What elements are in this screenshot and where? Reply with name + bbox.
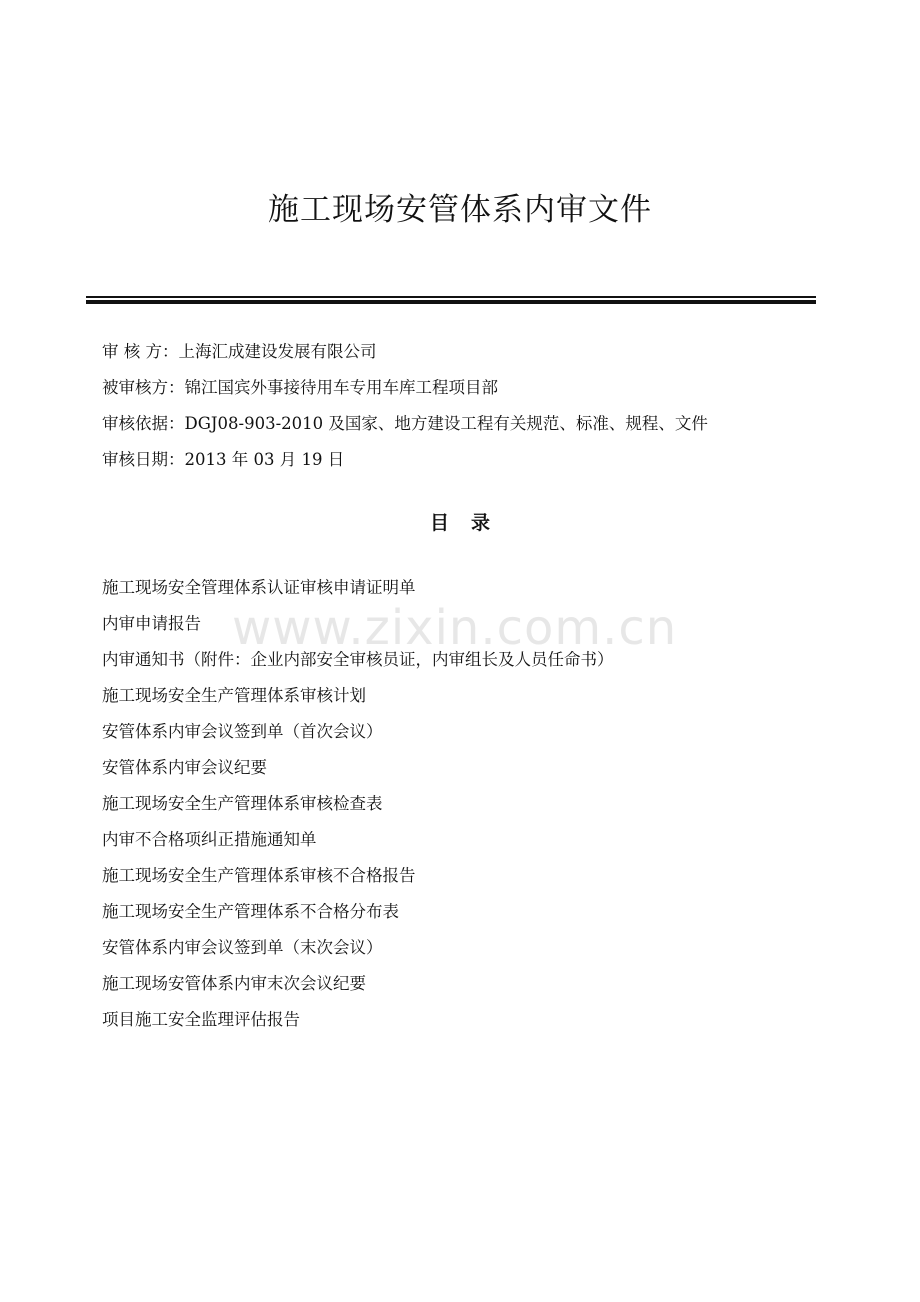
toc-item: 内审通知书（附件：企业内部安全审核员证，内审组长及人员任命书） [102, 650, 614, 669]
meta-value: 2013 年 03 月 19 日 [184, 450, 345, 469]
meta-label: 审 核 方： [102, 342, 179, 361]
toc-item: 施工现场安全生产管理体系审核计划 [102, 686, 366, 705]
document-title: 施工现场安管体系内审文件 [268, 192, 652, 228]
toc-item: 施工现场安全生产管理体系审核不合格报告 [102, 866, 416, 885]
watermark: www.zixin.com.cn [232, 600, 678, 656]
meta-auditee [102, 370, 802, 406]
toc-item: 内审不合格项纠正措施通知单 [102, 830, 317, 849]
title-divider [86, 296, 816, 306]
toc-item: 施工现场安管体系内审末次会议纪要 [102, 974, 366, 993]
divider-thin-line [86, 296, 816, 298]
meta-label: 审核日期： [102, 450, 185, 469]
toc-item: 施工现场安全生产管理体系不合格分布表 [102, 902, 399, 921]
toc-item: 安管体系内审会议纪要 [102, 758, 267, 777]
meta-label: 被审核方： [102, 378, 185, 397]
divider-thick-line [86, 300, 816, 304]
toc-item: 内审申请报告 [102, 614, 201, 633]
meta-basis [102, 406, 802, 442]
meta-label: 审核依据： [102, 414, 185, 433]
meta-value: DGJ08-903-2010 及国家、地方建设工程有关规范、标准、规程、文件 [184, 414, 708, 433]
meta-auditor [102, 334, 802, 370]
toc-item: 施工现场安全管理体系认证审核申请证明单 [102, 578, 416, 597]
audit-info [102, 334, 802, 478]
toc-heading: 目录 [429, 512, 512, 534]
meta-value: 上海汇成建设发展有限公司 [178, 342, 377, 361]
meta-date [102, 442, 802, 478]
toc-item: 施工现场安全生产管理体系审核检查表 [102, 794, 383, 813]
meta-value: 锦江国宾外事接待用车专用车库工程项目部 [184, 378, 498, 397]
table-of-contents [102, 570, 802, 1038]
toc-item: 安管体系内审会议签到单（首次会议） [102, 722, 383, 741]
toc-item: 安管体系内审会议签到单（末次会议） [102, 938, 383, 957]
toc-item: 项目施工安全监理评估报告 [102, 1010, 300, 1029]
